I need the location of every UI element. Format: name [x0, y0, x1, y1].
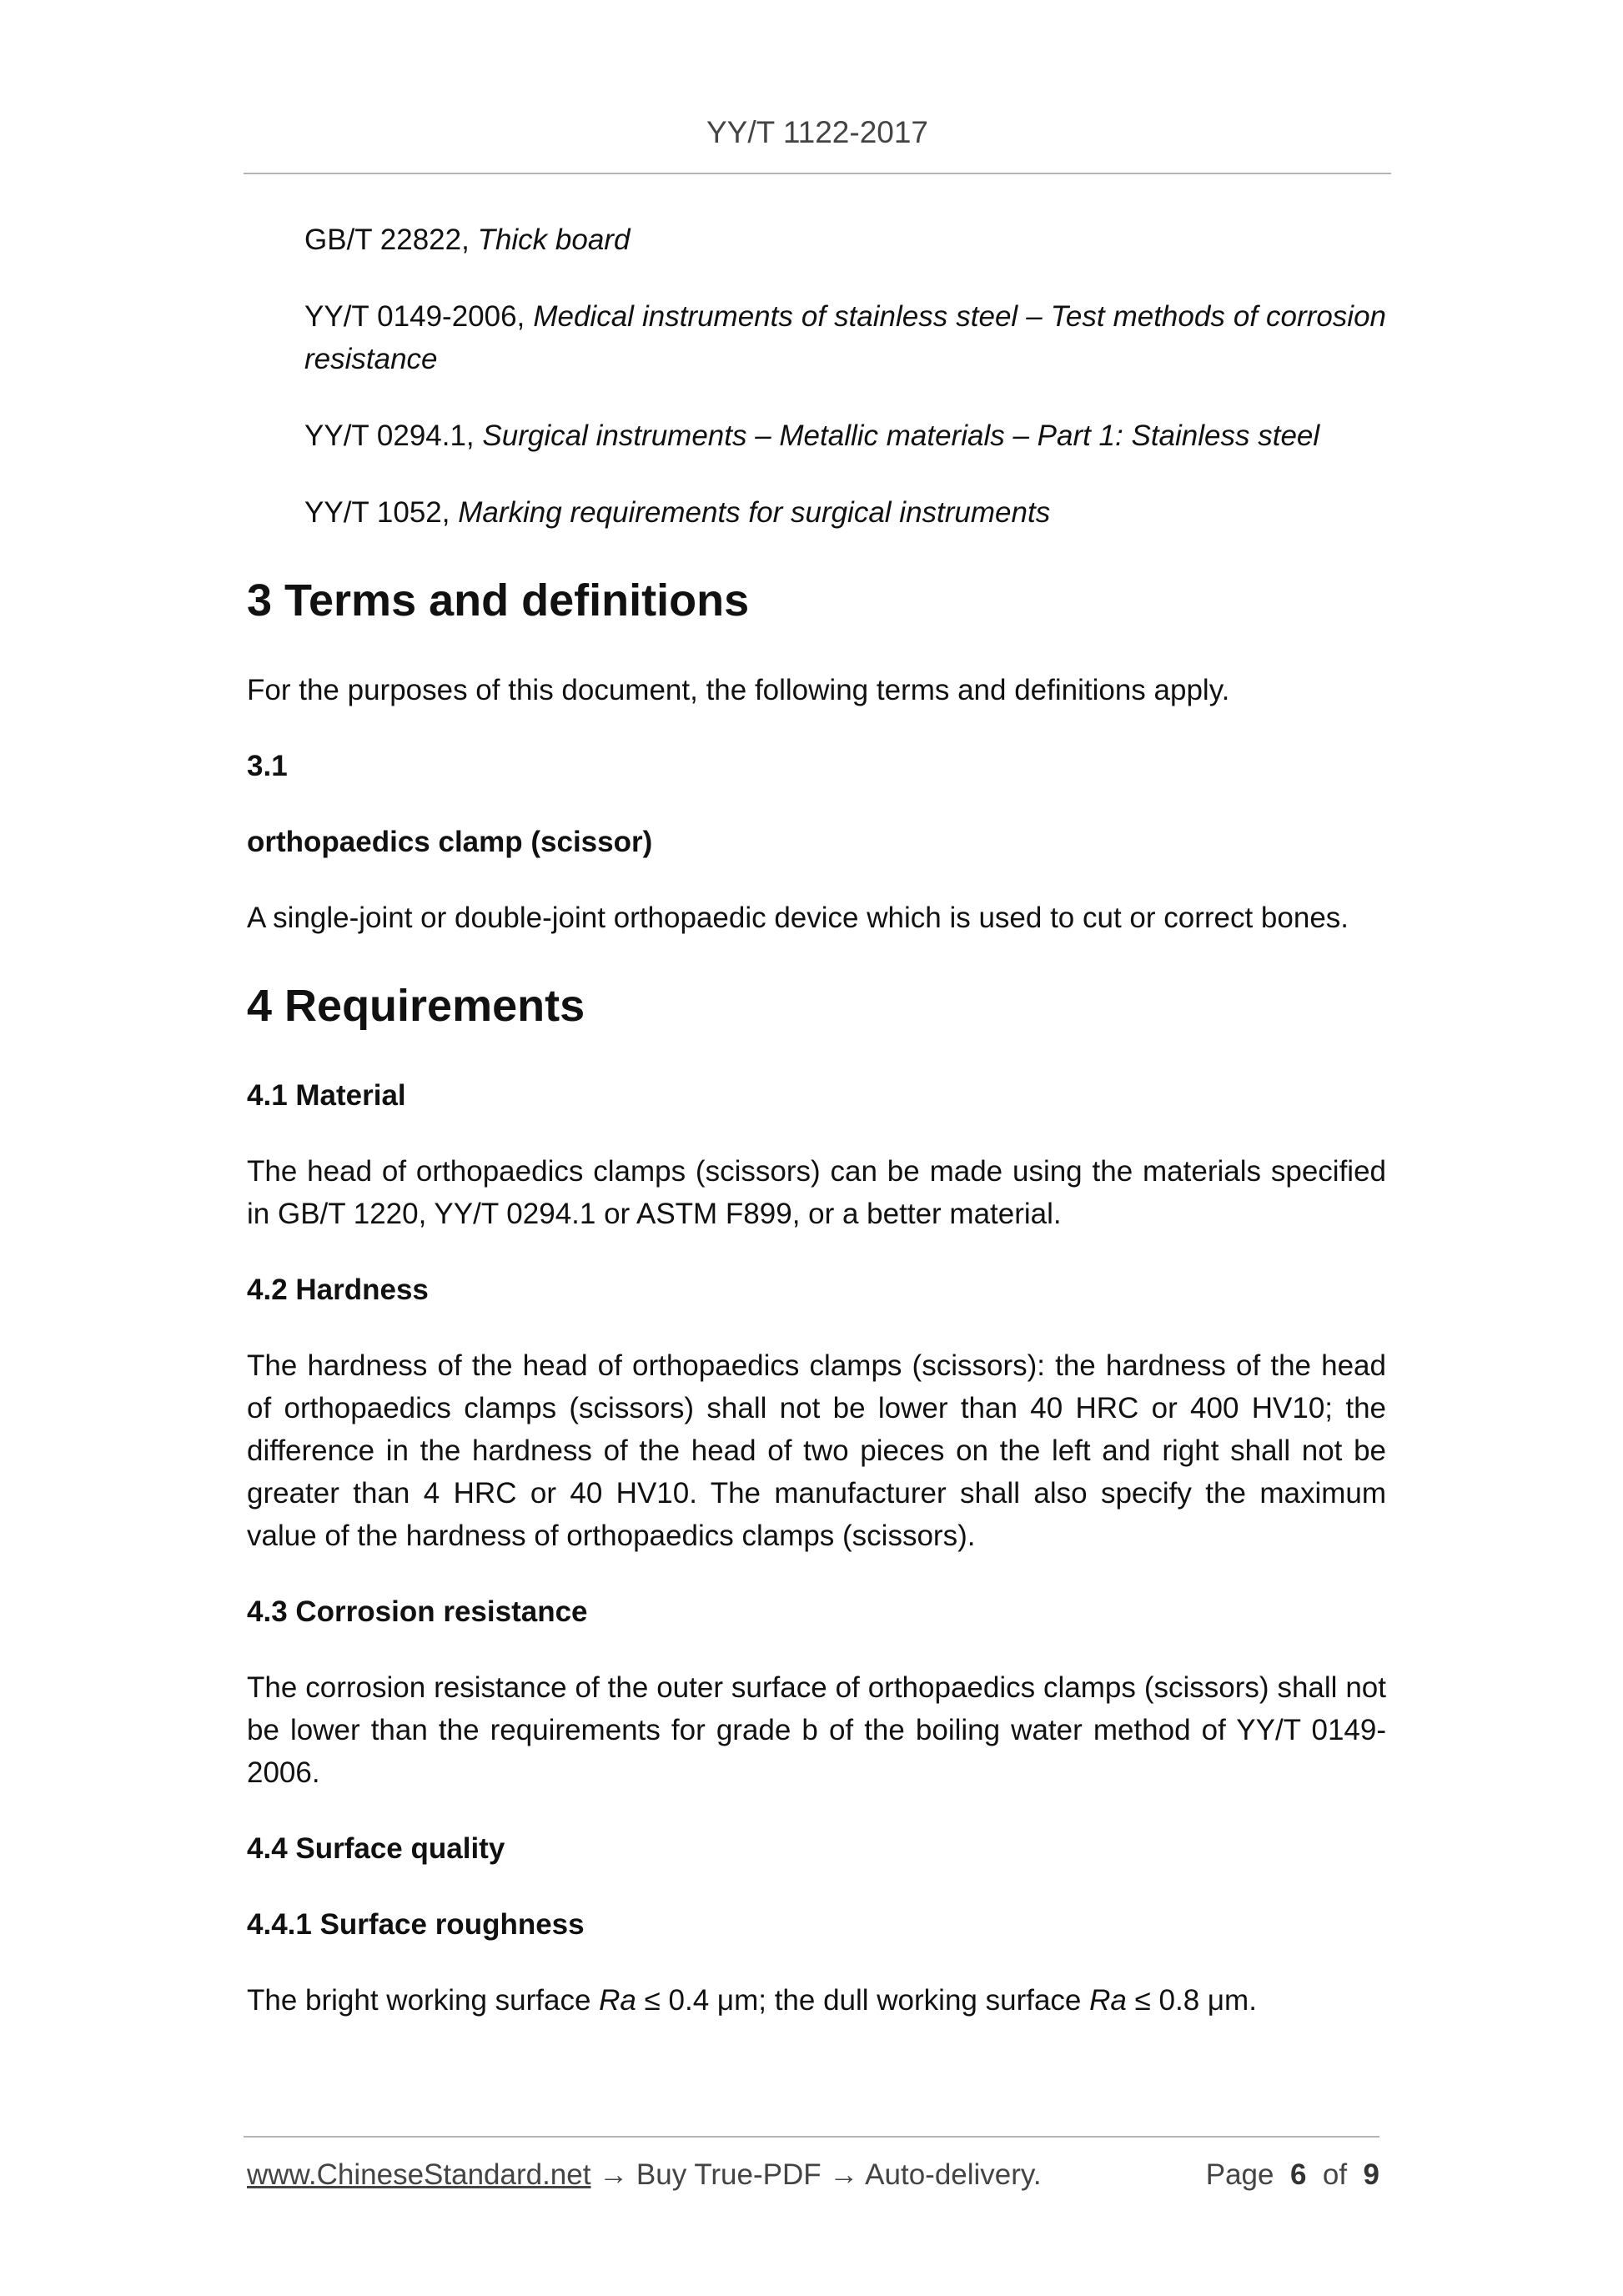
clause-4-4-heading: 4.4 Surface quality	[247, 1832, 505, 1865]
section-3-heading: 3 Terms and definitions	[247, 575, 750, 625]
page-number: Page 6 of 9	[1205, 2158, 1379, 2191]
footer-promo	[247, 2153, 1042, 2197]
term-definition: A single-joint or double-joint orthopaedic device which is used to cut or correct bones.	[247, 902, 1349, 934]
clause-4-2-text: The hardness of the head of orthopaedics clamps (scissors): the hardness of the head of orthopaedics clamps (scissors) shall not be lower than 40 HRC or 400 HV10; the difference in the hardness of the head of two pieces on the left and right shall not be greater than 4 HRC or 40 HV10. The manufacturer shall also specify the maximum value of the hardness of orthopaedics clamps (scissors).	[247, 1349, 1386, 1552]
term-number: 3.1	[247, 750, 288, 782]
term-name: orthopaedics clamp (scissor)	[247, 826, 653, 858]
section-4-heading: 4 Requirements	[247, 981, 585, 1031]
roughness-variable: Ra	[1089, 1984, 1127, 2017]
current-page: 6	[1289, 2158, 1307, 2191]
clause-4-2-heading: 4.2 Hardness	[247, 1274, 429, 1306]
reference-code: YY/T 0294.1,	[304, 420, 475, 452]
total-pages: 9	[1363, 2158, 1379, 2191]
reference-code: YY/T 1052,	[304, 496, 450, 529]
reference-code: GB/T 22822,	[304, 224, 470, 256]
clause-4-4-1-heading: 4.4.1 Surface roughness	[247, 1908, 585, 1941]
section-3-intro: For the purposes of this document, the following terms and definitions apply.	[247, 674, 1230, 706]
reference-item	[247, 491, 1386, 534]
reference-title: Marking requirements for surgical instruments	[458, 496, 1051, 529]
footer-tagline: → Buy True-PDF → Auto-delivery.	[590, 2158, 1042, 2191]
header-divider	[244, 173, 1391, 174]
footer-divider	[244, 2136, 1379, 2138]
reference-title: Medical instruments of stainless steel – Test methods of corrosion resistance	[304, 300, 1386, 375]
document-body	[247, 219, 1386, 2022]
reference-code: YY/T 0149-2006,	[304, 300, 525, 333]
clause-4-3-text: The corrosion resistance of the outer surface of orthopaedics clamps (scissors) shall not be lower than the requirements for grade b of the boiling water method of YY/T 0149-2006.	[247, 1671, 1386, 1789]
clause-4-1-heading: 4.1 Material	[247, 1079, 406, 1112]
clause-4-3-heading: 4.3 Corrosion resistance	[247, 1595, 588, 1628]
clause-4-4-1-text: The bright working surface Ra ≤ 0.4 μm; the dull working surface Ra ≤ 0.8 μm.	[247, 1984, 1257, 2017]
reference-item	[247, 295, 1386, 380]
reference-item	[247, 219, 1386, 261]
roughness-variable: Ra	[599, 1984, 636, 2017]
reference-title: Surgical instruments – Metallic materials – Part 1: Stainless steel	[482, 420, 1320, 452]
page-header: YY/T 1122-2017	[706, 115, 929, 149]
clause-4-1-text: The head of orthopaedics clamps (scissors) can be made using the materials specified in GB/T 1220, YY/T 0294.1 or ASTM F899, or a better material.	[247, 1155, 1386, 1230]
reference-title: Thick board	[477, 224, 631, 256]
website-link[interactable]: www.ChineseStandard.net	[247, 2158, 591, 2191]
page-footer	[247, 2153, 1379, 2197]
reference-item	[247, 414, 1386, 457]
